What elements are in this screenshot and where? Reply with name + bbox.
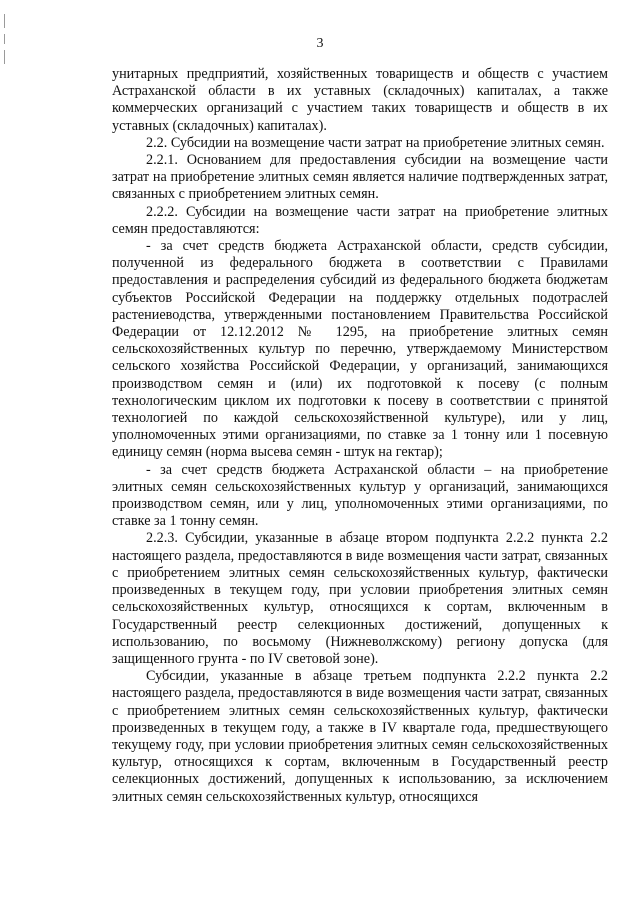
scan-edge-mark-bottom bbox=[4, 50, 5, 64]
paragraph-2-2-1: 2.2.1. Основанием для предоставления субсидии на возмещение части затрат на приобретение элитных семян является наличие подтвержденных затрат, связанных с приобретением элитных семян. bbox=[112, 152, 608, 203]
paragraph-bullet-regional-funds: - за счет средств бюджета Астраханской области – на приобретение элитных семян сельскохозяйственных культур у организаций, занимающихся производством семян, или у лиц, уполномоченных этими организациями, по ставке за 1 тонну семян. bbox=[112, 461, 608, 530]
paragraph-2-2-2: 2.2.2. Субсидии на возмещение части затрат на приобретение элитных семян предоставляются: bbox=[112, 203, 608, 237]
scan-edge-mark-top bbox=[4, 14, 5, 28]
paragraph-subsidies-third: Субсидии, указанные в абзаце третьем подпункта 2.2.2 пункта 2.2 настоящего раздела, предоставляются в виде возмещения части затрат, связанных с приобретением элитных семян сельскохозяйственных культур, фактически произведенных в текущем году, а также в IV квартале года, предшествующего текущему году, при условии приобретения элитных семян сельскохозяйственных культур, относящихся к сортам, включенным в Государственный реестр селекционных достижений, допущенных к использованию, за исключением элитных семян сельскохозяйственных культур, относящихся bbox=[112, 668, 608, 805]
paragraph-2-2-3: 2.2.3. Субсидии, указанные в абзаце втором подпункта 2.2.2 пункта 2.2 настоящего раздела, предоставляются в виде возмещения части затрат, связанных с приобретением элитных семян сельскохозяйственных культур, фактически произведенных в текущем году, при условии приобретения элитных семян сельскохозяйственных культур, относящихся к сортам, включенным в Государственный реестр селекционных достижений, допущенных к использованию, по восьмому (Нижневолжскому) региону допуска (для защищенного грунта - по IV световой зоне). bbox=[112, 530, 608, 667]
paragraph-continuation: унитарных предприятий, хозяйственных товариществ и обществ с участием Астраханской области в их уставных (складочных) капиталах, а также коммерческих организаций с участием таких товариществ и обществ в их уставных (складочных) капиталах). bbox=[112, 66, 608, 134]
document-body bbox=[112, 66, 608, 806]
paragraph-section-2-2: 2.2. Субсидии на возмещение части затрат на приобретение элитных семян. bbox=[146, 134, 605, 151]
page-number: 3 bbox=[316, 36, 324, 51]
paragraph-bullet-federal-funds: - за счет средств бюджета Астраханской области, средств субсидии, полученной из федерального бюджета в соответствии с Правилами предоставления и распределения субсидий из федерального бюджета бюджетам субъектов Российской Федерации на поддержку отдельных подотраслей растениеводства, утвержденными постановлением Правительства Российской Федерации от 12.12.2012 № 1295, на приобретение элитных семян сельскохозяйственных культур по перечню, утверждаемому Министерством сельского хозяйства Российской Федерации, у организаций, занимающихся производством семян и (или) их подготовкой к посеву (с полным технологическим циклом их подготовки к посеву в соответствии с принятой технологией по каждой сельскохозяйственной культуре), или у лиц, уполномоченных этими организациями, по ставке за 1 тонну или 1 посевную единицу семян (норма высева семян - штук на гектар); bbox=[112, 238, 608, 461]
